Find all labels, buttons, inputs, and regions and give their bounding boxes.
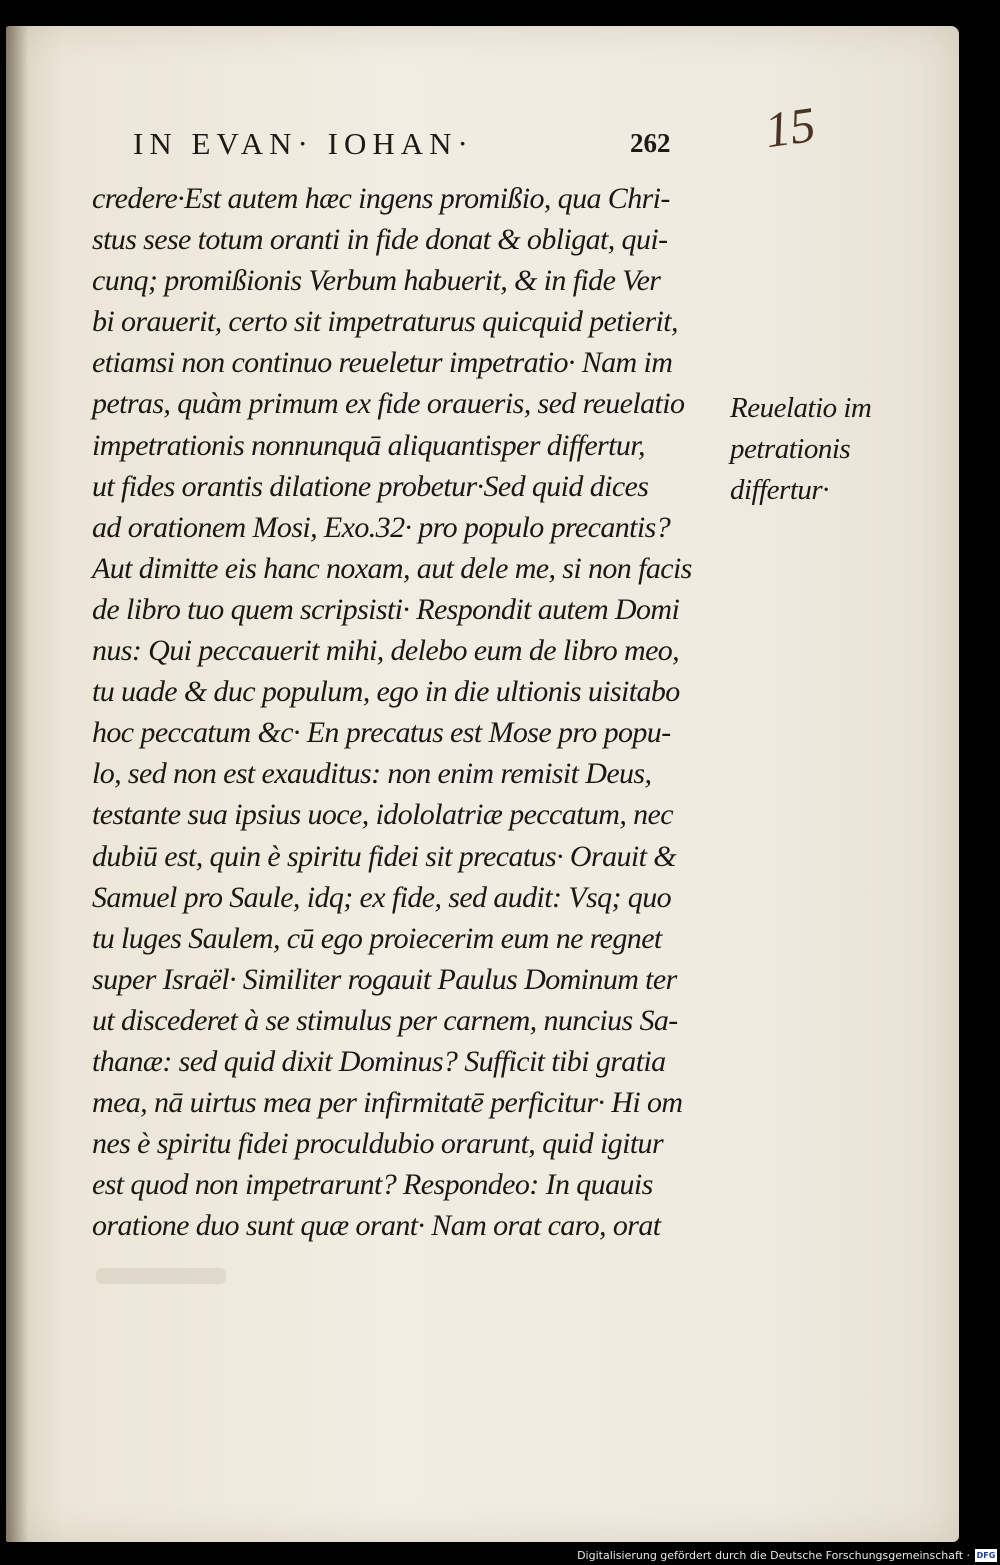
text-line: credere·Est autem hæc ingens promißio, qua Chri- (92, 182, 670, 215)
marginal-note (730, 388, 871, 511)
gutter-shadow (6, 26, 28, 1542)
text-line: de libro tuo quem scripsisti· Respondit autem Domi (92, 592, 680, 626)
page-number: 262 (630, 128, 671, 158)
marginal-note-line: petrationis (730, 433, 851, 465)
text-line: Samuel pro Saule, idq; ex fide, sed audit: Vsq; quo (92, 880, 672, 914)
text-line: tu uade & duc populum, ego in die ultionis uisitabo (92, 675, 680, 709)
text-line: ut fides orantis dilatione probetur·Sed quid dices (92, 469, 649, 503)
marginal-note-line: differtur· (730, 474, 829, 506)
handwritten-folio-mark: 15 (761, 95, 819, 159)
text-line: dubiū est, quin è spiritu fidei sit precatus· Orauit & (92, 839, 676, 873)
text-line: ut discederet à se stimulus per carnem, nuncius Sa- (92, 1003, 678, 1037)
text-line: impetrationis nonnunquā aliquantisper differtur, (92, 428, 645, 462)
text-line: etiamsi non continuo reueletur impetratio· Nam im (92, 346, 673, 380)
text-line: est quod non impetrarunt? Respondeo: In quauis (92, 1168, 653, 1202)
dfg-logo: DFG (976, 1551, 996, 1560)
text-line: cunq; promißionis Verbum habuerit, & in fide Ver (92, 264, 661, 298)
text-line: oratione duo sunt quæ orant· Nam orat caro, orat (92, 1209, 661, 1243)
text-line: stus sese totum oranti in fide donat & obligat, qui- (92, 223, 668, 257)
credit-bar (0, 1545, 1000, 1565)
body-text (92, 178, 732, 1246)
text-line: bi orauerit, certo sit impetraturus quicquid petierit, (92, 305, 678, 339)
text-line: hoc peccatum &c· En precatus est Mose pro popu- (92, 716, 671, 750)
text-line: thanæ: sed quid dixit Dominus? Sufficit tibi gratia (92, 1044, 666, 1078)
ink-bleed-through (96, 1268, 226, 1284)
marginal-note-line: Reuelatio im (730, 392, 872, 424)
text-line: super Israël· Similiter rogauit Paulus Dominum ter (92, 962, 677, 996)
text-line: Aut dimitte eis hanc noxam, aut dele me, si non facis (92, 551, 692, 585)
running-head: IN EVAN· IOHAN· (133, 126, 474, 161)
text-line: mea, nā uirtus mea per infirmitatē perficitur· Hi om (92, 1086, 683, 1120)
text-line: nes è spiritu fidei proculdubio orarunt, quid igitur (92, 1127, 664, 1161)
text-line: petras, quàm primum ex fide oraueris, sed reuelatio (92, 387, 685, 421)
text-line: testante sua ipsius uoce, idololatriæ peccatum, nec (92, 798, 673, 832)
text-line: tu luges Saulem, cū ego proiecerim eum ne regnet (92, 921, 662, 955)
text-line: ad orationem Mosi, Exo.32· pro populo precantis? (92, 510, 671, 544)
text-line: lo, sed non est exauditus: non enim remisit Deus, (92, 757, 652, 791)
digitization-credit: Digitalisierung gefördert durch die Deutsche Forschungsgemeinschaft · (577, 1549, 970, 1562)
text-line: nus: Qui peccauerit mihi, delebo eum de libro meo, (92, 634, 680, 668)
